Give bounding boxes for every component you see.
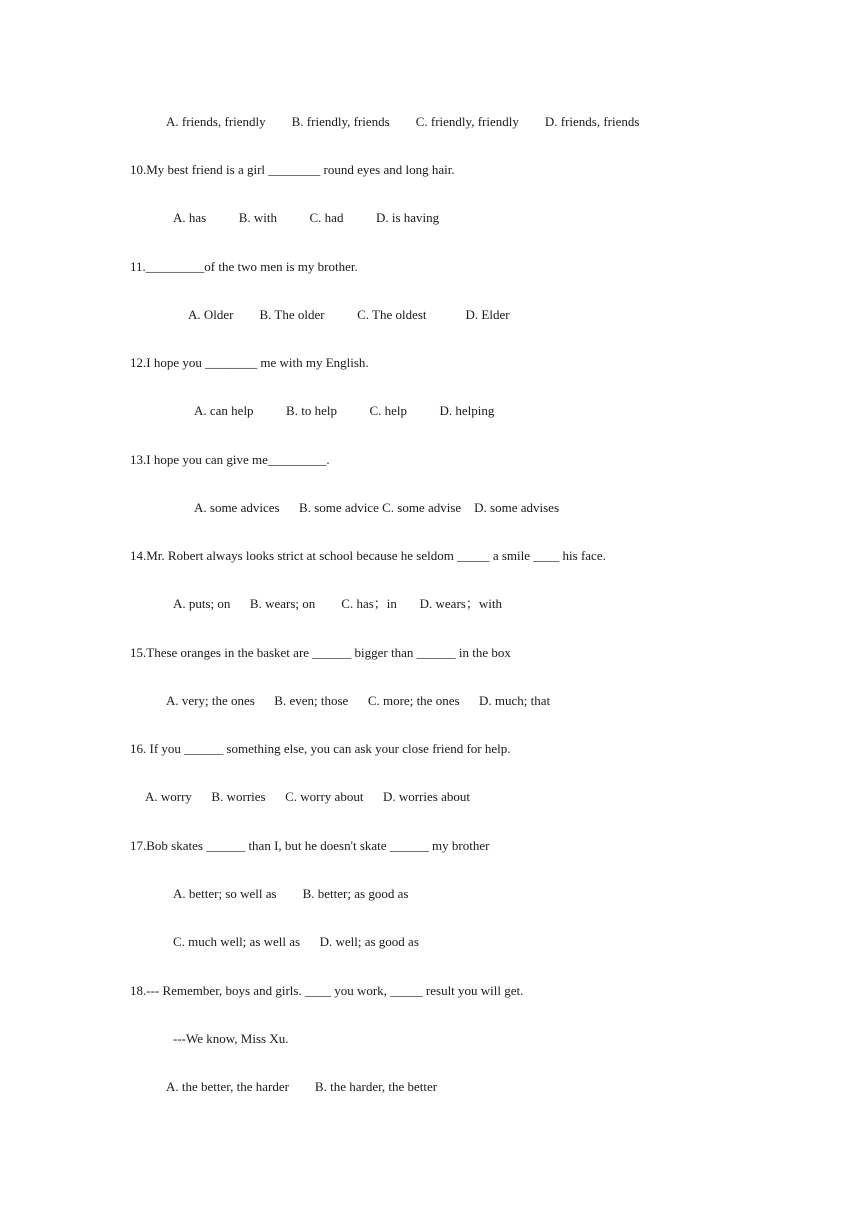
q13-options: A. some advices B. some advice C. some advise D. some advises [194,500,560,515]
q16-options: A. worry B. worries C. worry about D. worries about [145,789,470,804]
q11-options: A. Older B. The older C. The oldest D. Elder [188,307,510,322]
q16-question: 16. If you ______ something else, you can ask your close friend for help. [130,741,511,756]
q13-question: 13.I hope you can give me_________. [130,452,330,467]
q10-options: A. has B. with C. had D. is having [173,210,440,225]
q17-question: 17.Bob skates ______ than I, but he doesn't skate ______ my brother [130,838,490,853]
q11-question: 11._________of the two men is my brother. [130,259,358,274]
q17-options-a-b: A. better; so well as B. better; as good as [173,886,409,901]
q18-reply: ---We know, Miss Xu. [173,1031,289,1046]
q14-question: 14.Mr. Robert always looks strict at school because he seldom _____ a smile ____ his face. [130,548,606,563]
q17-options-c-d: C. much well; as well as D. well; as good as [173,934,419,949]
q12-options: A. can help B. to help C. help D. helping [194,403,495,418]
q15-options: A. very; the ones B. even; those C. more; the ones D. much; that [166,693,551,708]
q9-options: A. friends, friendly B. friendly, friends C. friendly, friendly D. friends, friends [166,114,640,129]
q18-options: A. the better, the harder B. the harder, the better [166,1079,438,1094]
q15-question: 15.These oranges in the basket are ______ bigger than ______ in the box [130,645,511,660]
q12-question: 12.I hope you ________ me with my English. [130,355,369,370]
q18-question: 18.--- Remember, boys and girls. ____ you work, _____ result you will get. [130,983,524,998]
q10-question: 10.My best friend is a girl ________ round eyes and long hair. [130,162,455,177]
q14-options: A. puts; on B. wears; on C. has；in D. wears；with [173,596,502,611]
